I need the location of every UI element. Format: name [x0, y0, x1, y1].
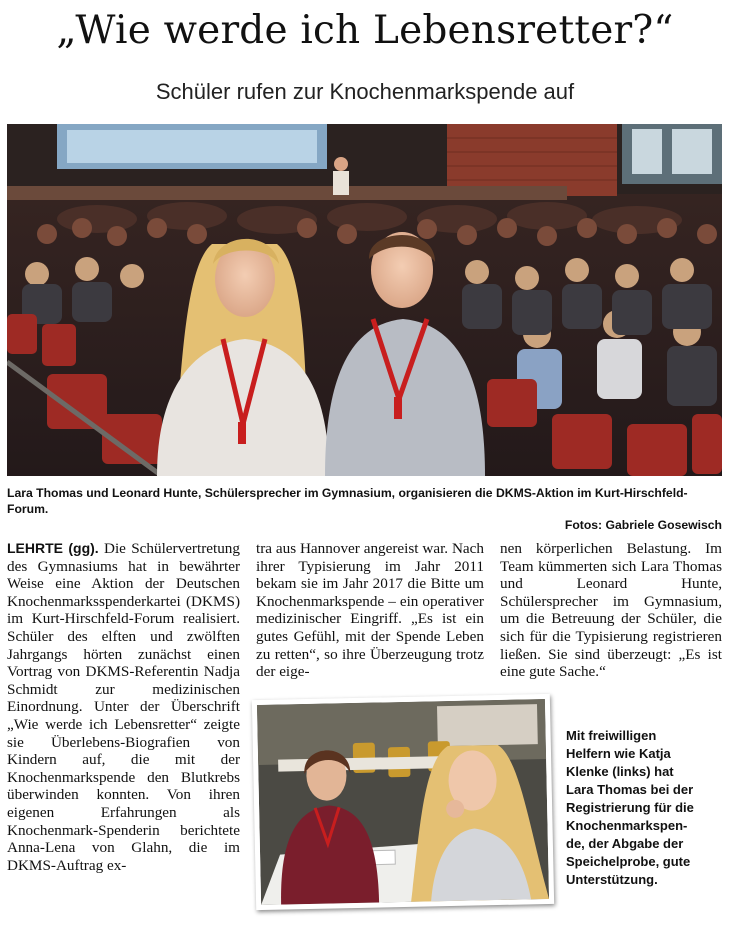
main-photo-graphic: [7, 124, 722, 476]
inset-caption-line: Knochenmarkspen-: [566, 818, 688, 833]
body-column-1: [7, 540, 240, 874]
dateline: LEHRTE (gg).: [7, 540, 99, 556]
headline: „Wie werde ich Lebensretter?“: [56, 8, 674, 53]
inset-caption-line: Mit freiwilligen: [566, 728, 657, 743]
inset-caption-line: Lara Thomas bei der: [566, 782, 694, 797]
column-3-text: nen körperlichen Belastung. Im Team kümmerten sich Lara Thomas und Leonard Hunte, Schülersprecher im Gymnasium, um die Betreuung der Schüler, die sich für die Typisierung registrieren ließen. Sie sind überzeugt: „Es ist eine gute Sache.“: [500, 540, 722, 681]
subheadline: Schüler rufen zur Knochenmarkspende auf: [155, 79, 575, 104]
inset-photo-graphic: [257, 699, 549, 905]
inset-caption: [566, 727, 724, 889]
column-1-text: Die Schülervertretung des Gymnasiums hat in bewährter Weise eine Aktion der Deutschen Knochenmarksspenderkartei (DKMS) im Kurt-Hirschfeld-Forum realisiert. Schüler des elften und zwölften Jahrgangs hörten zunächst einen Vortrag von DKMS-Referentin Nadja Schmidt zur medizinischen Einordnung. Unter der Überschrift „Wie werde ich Lebensretter“ zeigte sie Überlebens-Biografien von Kindern auf, die mit der Knochenmarkspende den Blutkrebs überwinden konnten. Von ihren eigenen Erfahrungen als Knochenmark-Spenderin berichtete Anna-Lena von Glahn, die im DKMS-Auftrag ex-: [7, 540, 240, 874]
inset-caption-line: Registrierung für die: [566, 800, 694, 815]
brick-wall: [447, 124, 617, 196]
photo-credit: Fotos: Gabriele Gosewisch: [564, 518, 722, 532]
inset-caption-line: de, der Abgabe der: [566, 836, 684, 851]
inset-photo: [252, 694, 554, 910]
body-column-2: [256, 540, 484, 681]
inset-caption-line: Speichelprobe, gute: [566, 854, 691, 869]
inset-caption-line: Klenke (links) hat: [566, 764, 674, 779]
body-column-3: [500, 540, 722, 681]
inset-caption-line: Unterstützung.: [566, 872, 658, 887]
main-photo: [7, 124, 722, 476]
inset-caption-line: Helfern wie Katja: [566, 746, 671, 761]
caption-text: Lara Thomas und Leonard Hunte, Schülersprecher im Gymnasium, organisieren die DKMS-Aktion im Kurt-Hirschfeld-Forum.: [7, 486, 688, 516]
photo-caption: [7, 485, 722, 533]
column-2-text: tra aus Hannover angereist war. Nach ihrer Typisierung im Jahr 2011 bekam sie im Jahr 2017 die Bitte um Knochenmarkspende – ein operativer medizinischer Eingriff. „Es ist ein gutes Gefühl, mit der Spende Leben zu retten“, so ihre Überzeugung trotz der eige-: [256, 540, 484, 681]
